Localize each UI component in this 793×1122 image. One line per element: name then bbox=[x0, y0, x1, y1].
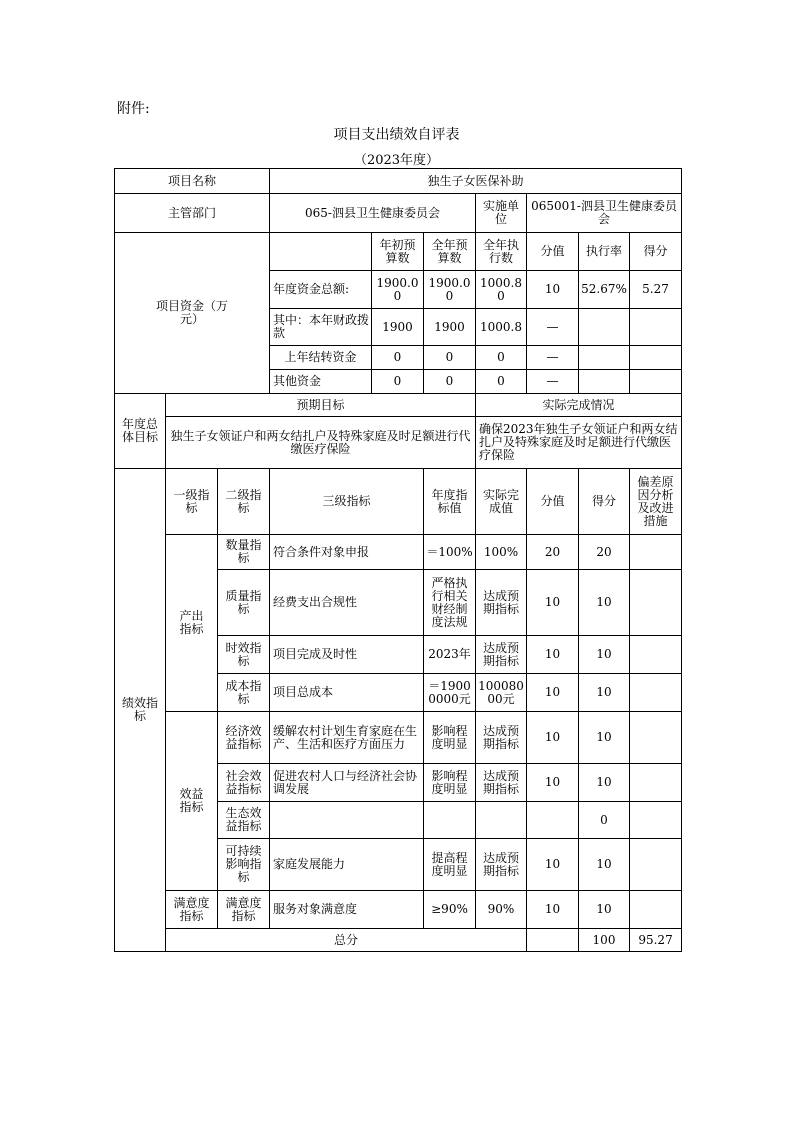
ind-actual: 达成预期指标 bbox=[476, 636, 527, 674]
ind-header-level3: 三级指标 bbox=[270, 469, 424, 535]
funds-header-executed: 全年执行数 bbox=[476, 233, 527, 271]
ind-reason bbox=[630, 839, 682, 891]
total-score-value: 100 bbox=[579, 929, 630, 952]
dept-value: 065-泗县卫生健康委员会 bbox=[270, 194, 476, 233]
funds-row-annual: 0 bbox=[424, 370, 476, 394]
ind-score-value: 10 bbox=[527, 674, 579, 712]
funds-row-rate bbox=[579, 370, 630, 394]
ind-target: 2023年 bbox=[424, 636, 476, 674]
impl-label: 实施单位 bbox=[476, 194, 527, 233]
indicators-label: 绩效指标 bbox=[115, 469, 166, 952]
ind-reason bbox=[630, 570, 682, 636]
funds-row-score-value: — bbox=[527, 346, 579, 370]
ind-score-value: 10 bbox=[527, 570, 579, 636]
page-title: 项目支出绩效自评表 bbox=[333, 127, 460, 143]
funds-row-initial: 1900.00 bbox=[372, 271, 424, 309]
funds-row-executed: 0 bbox=[476, 346, 527, 370]
ind-actual: 100% bbox=[476, 535, 527, 570]
ind-level3: 经费支出合规性 bbox=[270, 570, 424, 636]
funds-row-annual: 1900 bbox=[424, 309, 476, 346]
funds-row-label: 年度资金总额: bbox=[270, 271, 372, 309]
ind-actual: 达成预期指标 bbox=[476, 839, 527, 891]
funds-header-score-value: 分值 bbox=[527, 233, 579, 271]
ind-reason bbox=[630, 674, 682, 712]
funds-header-annual: 全年预算数 bbox=[424, 233, 476, 271]
ind-header-target: 年度指标值 bbox=[424, 469, 476, 535]
ind-level2: 社会效益指标 bbox=[218, 764, 270, 802]
goals-actual-header: 实际完成情况 bbox=[476, 394, 682, 417]
ind-reason bbox=[630, 802, 682, 839]
page-subtitle: （2023年度） bbox=[353, 153, 440, 168]
self-evaluation-table bbox=[114, 168, 682, 952]
funds-row-rate bbox=[579, 309, 630, 346]
project-name-value: 独生子女医保补助 bbox=[270, 169, 682, 194]
ind-level2: 数量指标 bbox=[218, 535, 270, 570]
funds-row-annual: 0 bbox=[424, 346, 476, 370]
ind-actual: 90% bbox=[476, 891, 527, 929]
ind-score-value: 10 bbox=[527, 839, 579, 891]
ind-header-level1: 一级指标 bbox=[166, 469, 218, 535]
ind-score-value: 10 bbox=[527, 891, 579, 929]
ind-header-reason: 偏差原因分析及改进措施 bbox=[630, 469, 682, 535]
funds-row-annual: 1900.00 bbox=[424, 271, 476, 309]
ind-actual: 达成预期指标 bbox=[476, 764, 527, 802]
ind-target: ＝19000000元 bbox=[424, 674, 476, 712]
benefit-indicator-label: 效益指标 bbox=[166, 712, 218, 891]
project-name-label: 项目名称 bbox=[115, 169, 270, 194]
funds-row-initial: 0 bbox=[372, 370, 424, 394]
ind-reason bbox=[630, 712, 682, 764]
ind-reason bbox=[630, 764, 682, 802]
ind-score: 10 bbox=[579, 570, 630, 636]
total-blank bbox=[527, 929, 579, 952]
funds-label: 项目资金（万元） bbox=[115, 233, 270, 394]
ind-actual: 达成预期指标 bbox=[476, 570, 527, 636]
ind-score: 0 bbox=[579, 802, 630, 839]
ind-score-value bbox=[527, 802, 579, 839]
ind-level3: 服务对象满意度 bbox=[270, 891, 424, 929]
ind-score: 10 bbox=[579, 891, 630, 929]
ind-target: 严格执行相关财经制度法规 bbox=[424, 570, 476, 636]
ind-level3: 促进农村人口与经济社会协调发展 bbox=[270, 764, 424, 802]
funds-header-score: 得分 bbox=[630, 233, 682, 271]
ind-level2: 满意度指标 bbox=[218, 891, 270, 929]
attachment-label: 附件: bbox=[117, 101, 150, 117]
ind-actual bbox=[476, 802, 527, 839]
ind-header-actual: 实际完成值 bbox=[476, 469, 527, 535]
ind-score-value: 10 bbox=[527, 636, 579, 674]
ind-reason bbox=[630, 636, 682, 674]
satisfaction-indicator-label: 满意度指标 bbox=[166, 891, 218, 929]
ind-header-score: 得分 bbox=[579, 469, 630, 535]
ind-target: 提高程度明显 bbox=[424, 839, 476, 891]
goals-actual: 确保2023年独生子女领证户和两女结扎户及特殊家庭及时足额进行代缴医疗保险 bbox=[476, 417, 682, 469]
goals-expected-header: 预期目标 bbox=[166, 394, 476, 417]
ind-level2: 经济效益指标 bbox=[218, 712, 270, 764]
funds-row-score bbox=[630, 370, 682, 394]
ind-level3: 缓解农村计划生育家庭在生产、生活和医疗方面压力 bbox=[270, 712, 424, 764]
ind-target: ≥90% bbox=[424, 891, 476, 929]
ind-score-value: 20 bbox=[527, 535, 579, 570]
funds-row-score-value: 10 bbox=[527, 271, 579, 309]
funds-row-score-value: — bbox=[527, 370, 579, 394]
ind-score-value: 10 bbox=[527, 764, 579, 802]
funds-row-rate: 52.67% bbox=[579, 271, 630, 309]
ind-level2: 成本指标 bbox=[218, 674, 270, 712]
funds-row-score bbox=[630, 346, 682, 370]
funds-header-initial: 年初预算数 bbox=[372, 233, 424, 271]
ind-level2: 生态效益指标 bbox=[218, 802, 270, 839]
ind-level2: 质量指标 bbox=[218, 570, 270, 636]
ind-target bbox=[424, 802, 476, 839]
funds-row-label: 其中：本年财政拨款 bbox=[270, 309, 372, 346]
funds-row-label: 上年结转资金 bbox=[270, 346, 372, 370]
ind-level3: 符合条件对象申报 bbox=[270, 535, 424, 570]
funds-row-score: 5.27 bbox=[630, 271, 682, 309]
total-score: 95.27 bbox=[630, 929, 682, 952]
ind-score: 20 bbox=[579, 535, 630, 570]
funds-row-rate bbox=[579, 346, 630, 370]
funds-header-rate: 执行率 bbox=[579, 233, 630, 271]
ind-level3: 项目完成及时性 bbox=[270, 636, 424, 674]
ind-target: 影响程度明显 bbox=[424, 764, 476, 802]
funds-row-executed: 1000.80 bbox=[476, 271, 527, 309]
funds-row-score-value: — bbox=[527, 309, 579, 346]
ind-actual: 10008000元 bbox=[476, 674, 527, 712]
dept-label: 主管部门 bbox=[115, 194, 270, 233]
funds-row-initial: 0 bbox=[372, 346, 424, 370]
ind-score: 10 bbox=[579, 674, 630, 712]
ind-level2: 时效指标 bbox=[218, 636, 270, 674]
funds-row-executed: 0 bbox=[476, 370, 527, 394]
funds-row-initial: 1900 bbox=[372, 309, 424, 346]
impl-value: 065001-泗县卫生健康委员会 bbox=[527, 194, 682, 233]
ind-reason bbox=[630, 535, 682, 570]
ind-target: 影响程度明显 bbox=[424, 712, 476, 764]
ind-header-level2: 二级指标 bbox=[218, 469, 270, 535]
ind-reason bbox=[630, 891, 682, 929]
total-label: 总分 bbox=[166, 929, 527, 952]
funds-header-blank bbox=[270, 233, 372, 271]
ind-target: ＝100% bbox=[424, 535, 476, 570]
ind-actual: 达成预期指标 bbox=[476, 712, 527, 764]
ind-score: 10 bbox=[579, 636, 630, 674]
ind-level2: 可持续影响指标 bbox=[218, 839, 270, 891]
ind-score: 10 bbox=[579, 839, 630, 891]
ind-level3 bbox=[270, 802, 424, 839]
funds-row-score bbox=[630, 309, 682, 346]
ind-score: 10 bbox=[579, 764, 630, 802]
goals-expected: 独生子女领证户和两女结扎户及特殊家庭及时足额进行代缴医疗保险 bbox=[166, 417, 476, 469]
output-indicator-label: 产出指标 bbox=[166, 535, 218, 712]
ind-level3: 项目总成本 bbox=[270, 674, 424, 712]
funds-row-executed: 1000.8 bbox=[476, 309, 527, 346]
ind-score: 10 bbox=[579, 712, 630, 764]
ind-level3: 家庭发展能力 bbox=[270, 839, 424, 891]
goals-label: 年度总体目标 bbox=[115, 394, 166, 469]
ind-header-score-value: 分值 bbox=[527, 469, 579, 535]
ind-score-value: 10 bbox=[527, 712, 579, 764]
funds-row-label: 其他资金 bbox=[270, 370, 372, 394]
